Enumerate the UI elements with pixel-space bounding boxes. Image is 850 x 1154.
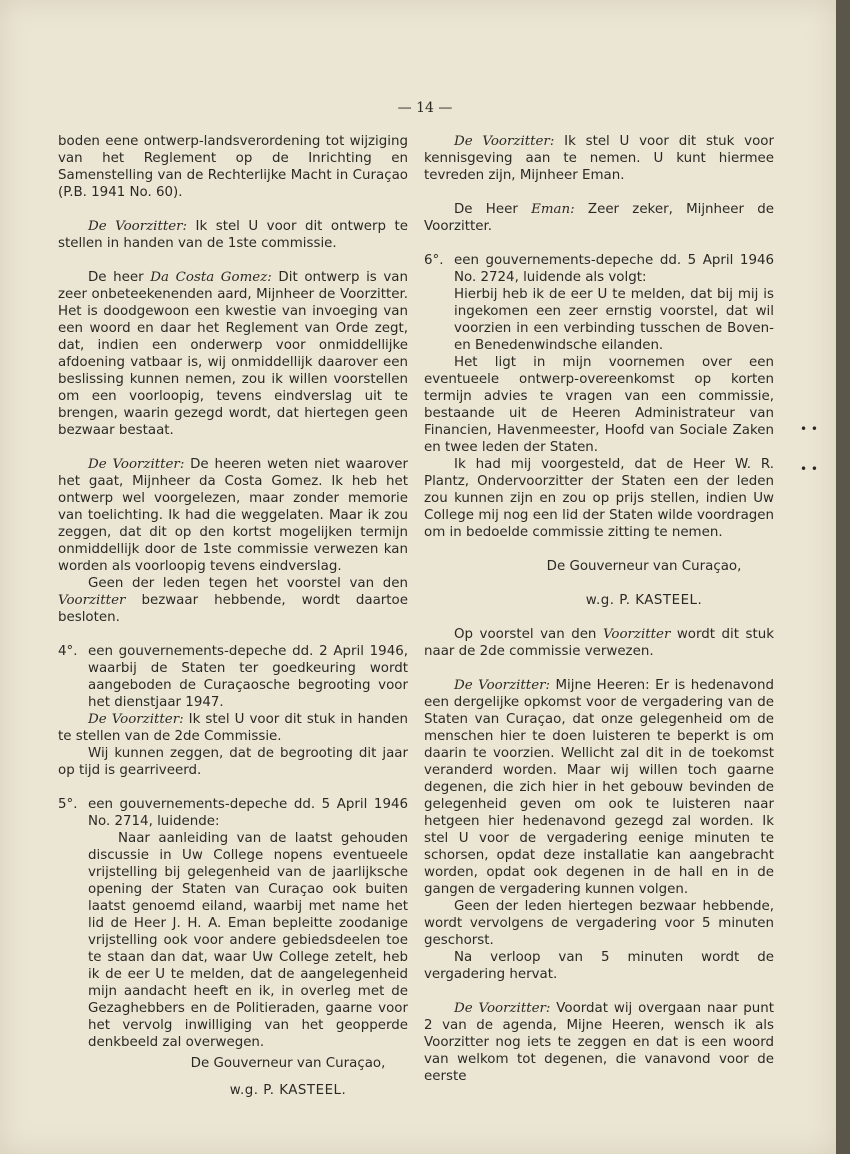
- paragraph: [424, 677, 774, 898]
- page-number: — 14 —: [397, 100, 453, 116]
- letter-body: Naar aanleiding van de laatst gehouden discussie in Uw College nopens eventueele vrijstelling bij gelegenheid van de jaarlijksche opening der Staten van Curaçao ook buiten laatst genoemd eiland, waarbij met name het lid de Heer J. H. A. Eman bepleitte zoodanige vrijstelling ook voor andere gebiedsdeelen toe te staan dan dat, waar Uw College zetelt, heb ik de eer U te melden, dat de aangelegenheid mijn aandacht heeft en ik, in overleg met de Gezaghebbers en de Politieraden, gaarne voor het vervolg inwilliging van het geopperde denkbeeld zal overwegen.: [88, 831, 408, 1050]
- paragraph-text: Geen der leden tegen het voorstel van den: [88, 576, 408, 591]
- letter-body: Het ligt in mijn voornemen over een eventueele ontwerp-overeenkomst op korten termijn advies te vragen van een commissie, bestaande uit de Heeren Administrateur van Financien, Havenmeester, Hoofd van Sociale Zaken en twee leden der Staten.: [424, 355, 774, 455]
- paragraph-text: Ik stel U voor dit ontwerp te stellen in handen van de 1ste commissie.: [58, 219, 408, 251]
- paragraph: [58, 711, 408, 745]
- paragraph: [424, 201, 774, 235]
- item-text: een gouvernements-depeche dd. 5 April 1946 No. 2714, luidende:: [88, 797, 408, 829]
- paragraph-text: De heer: [88, 270, 144, 285]
- paragraph-text: De heeren weten niet waarover het gaat, Mijnheer da Costa Gomez. Ik heb het ontwerp wel voorgelezen, maar zonder memorie van toelichting. Ik had die weggelaten. Maar ik zou zeggen, dat dit op den kortst mogelijken termijn onmiddellijk door de 1ste commissie verwezen kan worden als voorloopig tevens eindverslag.: [58, 457, 408, 574]
- paragraph-text: Ik stel U voor dit stuk in handen te stellen van de 2de Commissie.: [58, 712, 408, 744]
- signature-title: De Gouverneur van Curaçao,: [546, 559, 742, 574]
- item-number: 5°.: [58, 797, 78, 812]
- agenda-item-5: [58, 796, 408, 830]
- signature-title: De Gouverneur van Curaçao,: [190, 1056, 386, 1071]
- item-number: 4°.: [58, 644, 78, 659]
- paragraph-text: wordt dit stuk naar de 2de commissie verwezen.: [424, 627, 774, 659]
- paragraph: boden eene ontwerp-landsverordening tot wijziging van het Reglement op de Inrichting en Samenstelling van de Rechterlijke Macht in Curaçao (P.B. 1941 No. 60).: [58, 134, 408, 200]
- paragraph: Wij kunnen zeggen, dat de begrooting dit jaar op tijd is gearriveerd.: [58, 746, 408, 778]
- signature-name: w.g. P. KASTEEL.: [229, 1083, 347, 1098]
- speaker-name: De Voorzitter:: [88, 219, 188, 234]
- speaker-name: Eman:: [531, 202, 575, 217]
- paragraph: [58, 269, 408, 439]
- letter-body: Hierbij heb ik de eer U te melden, dat bij mij is ingekomen een zeer ernstig voorstel, dat wil voorzien in een verbinding tusschen de Boven- en Benedenwindsche eilanden.: [454, 287, 774, 353]
- paragraph: [424, 1000, 774, 1085]
- speaker-name: De Voorzitter:: [454, 134, 555, 149]
- paragraph: [424, 626, 774, 660]
- paragraph: [58, 575, 408, 626]
- speaker-name: De Voorzitter:: [88, 457, 185, 472]
- speaker-name: Voorzitter: [602, 627, 671, 642]
- speaker-name: Voorzitter: [58, 593, 126, 608]
- item-text: een gouvernements-depeche dd. 2 April 1946, waarbij de Staten ter goedkeuring wordt aangeboden de Curaçaosche begrooting voor het dienstjaar 1947.: [88, 644, 408, 710]
- paragraph: Geen der leden hiertegen bezwaar hebbende, wordt vervolgens de vergadering voor 5 minuten geschorst.: [424, 899, 774, 948]
- margin-mark-top: • •: [800, 422, 818, 436]
- margin-mark-bottom: • •: [800, 462, 818, 476]
- right-column: [424, 133, 774, 1085]
- paragraph: [58, 218, 408, 252]
- speaker-name: De Voorzitter:: [454, 1001, 551, 1016]
- paragraph-text: Zeer zeker, Mijnheer de Voorzitter.: [424, 202, 774, 234]
- paragraph-text: Op voorstel van den: [454, 627, 597, 642]
- agenda-item-6: [424, 252, 774, 286]
- item-number: 6°.: [424, 253, 444, 268]
- paragraph-text: Dit ontwerp is van zeer onbeteekenenden aard, Mijnheer de Voorzitter. Het is doodgewoon een kwestie van invoeging van een woord en daar het Reglement van Orde zegt, dat, indien een onderwerp voor onmiddellijke afdoening vatbaar is, wij onmiddellijk daarover een beslissing kunnen nemen, zou ik willen voorstellen om een voorloopig, tevens eindverslag uit te brengen, waarin gezegd wordt, dat hiertegen geen bezwaar bestaat.: [58, 270, 409, 438]
- scan-edge: [836, 0, 850, 1154]
- paragraph-text: Mijne Heeren: Er is hedenavond een dergelijke opkomst voor de vergadering van de Staten van Curaçao, dat onze gelegenheid om de menschen hier te doen luisteren te beperkt is om daarin te voorzien. Wellicht zal dit in de toekomst veranderd worden. Maar wij willen toch gaarne degenen, die zich hier in het gebouw bevinden de gelegenheid geven om ook te luisteren naar hetgeen hier hedenavond gezegd zal worden. Ik stel U voor de vergadering eenige minuten te schorsen, opdat deze installatie kan aangebracht worden, opdat ook degenen in de hall en in de gangen de vergadering kunnen volgen.: [424, 678, 774, 897]
- agenda-item-4: [58, 643, 408, 711]
- paragraph-text: Ik stel U voor dit stuk voor kennisgeving aan te nemen. U kunt hiermee tevreden zijn, Mijnheer Eman.: [424, 134, 774, 183]
- speaker-name: Da Costa Gomez:: [150, 270, 272, 285]
- paragraph-text: Voordat wij overgaan naar punt 2 van de agenda, Mijne Heeren, wensch ik als Voorzitter nog iets te zeggen en dat is een woord van welkom tot degenen, die vanavond voor de eerste: [424, 1001, 774, 1084]
- speaker-name: De Voorzitter:: [88, 712, 184, 727]
- paragraph-text: De Heer: [454, 202, 518, 217]
- paragraph: [58, 456, 408, 575]
- item-text: een gouvernements-depeche dd. 5 April 1946 No. 2724, luidende als volgt:: [454, 253, 774, 285]
- letter-body: Ik had mij voorgesteld, dat de Heer W. R. Plantz, Ondervoorzitter der Staten een der leden zou kunnen zijn en zou op prijs stellen, indien Uw College mij nog een lid der Staten wilde voordragen om in bedoelde commissie zitting te nemen.: [424, 457, 774, 540]
- speaker-name: De Voorzitter:: [454, 678, 551, 693]
- paragraph: Na verloop van 5 minuten wordt de vergadering hervat.: [424, 950, 774, 982]
- paragraph: [424, 133, 774, 184]
- paragraph-text: bezwaar hebbende, wordt daartoe besloten.: [58, 593, 408, 625]
- left-column: [58, 133, 408, 1099]
- signature-name: w.g. P. KASTEEL.: [585, 593, 703, 608]
